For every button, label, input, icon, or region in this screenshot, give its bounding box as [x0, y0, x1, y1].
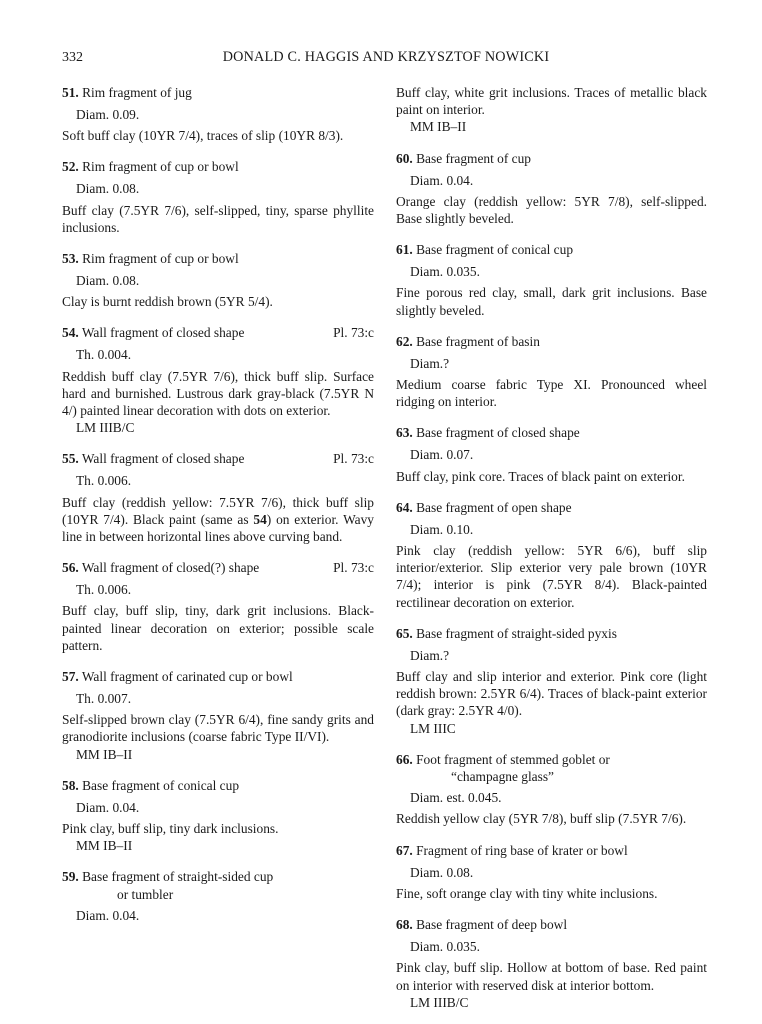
entry-title: Base fragment of cup	[416, 150, 532, 166]
entry-title: Base fragment of open shape	[416, 499, 572, 515]
entry-measure: Diam.?	[410, 355, 450, 371]
entry-description: Fine porous red clay, small, dark grit inclusions. Base slightly beveled.	[396, 285, 707, 318]
entry-title-continuation: “champagne glass”	[451, 769, 554, 785]
entry-title: Wall fragment of closed shape	[81, 325, 245, 341]
entry-description: Self-slipped brown clay (7.5YR 6/4), fine sandy grits and granodiorite inclusions (coarse fabric Type II/VI).	[62, 712, 374, 745]
entry-title: Wall fragment of closed(?) shape	[81, 560, 260, 576]
entry-description: Pink clay (reddish yellow: 5YR 6/6), buff slip interior/exterior. Slip exterior very pale brown (10YR 7/4); interior is pink (7.5YR 8/4). Black-painted rectilinear decoration on exterior.	[396, 543, 707, 610]
entry-date: LM IIIB/C	[76, 420, 135, 436]
entry-measure: Th. 0.006.	[76, 582, 132, 598]
entry-title: Rim fragment of jug	[82, 85, 192, 100]
cross-reference: 54	[253, 511, 267, 527]
entry-measure: Diam. 0.035.	[410, 264, 480, 280]
entry-measure: Diam. est. 0.045.	[410, 790, 502, 806]
entry-number: 53.	[62, 251, 79, 267]
entry-date: LM IIIB/C	[410, 994, 469, 1010]
catalog-entry-66	[396, 751, 707, 828]
entry-title-continuation: or tumbler	[117, 886, 174, 902]
entry-measure: Th. 0.004.	[76, 347, 132, 363]
plate-reference: Pl. 73:c	[333, 325, 374, 341]
catalog-entry-59	[62, 868, 374, 924]
entry-description: Medium coarse fabric Type XI. Pronounced wheel ridging on interior.	[396, 377, 707, 410]
entry-measure: Diam. 0.04.	[410, 172, 474, 188]
entry-date: MM IB–II	[410, 119, 467, 135]
entry-title: Fragment of ring base of krater or bowl	[416, 842, 628, 858]
entry-number: 62.	[396, 333, 413, 349]
entry-measure: Diam. 0.035.	[410, 939, 480, 955]
entry-measure: Diam. 0.10.	[410, 521, 474, 537]
entry-measure: Th. 0.007.	[76, 691, 132, 707]
catalog-entry-62	[396, 333, 707, 411]
entry-description: Buff clay, buff slip, tiny, dark grit inclusions. Black-painted linear decoration on exterior; possible scale pattern.	[62, 603, 374, 653]
entry-description-part: ) on exterior. Wavy line in between horizontal lines above curving band.	[62, 511, 374, 545]
entry-measure: Diam. 0.09.	[76, 107, 140, 122]
catalog-entry-59-continued	[396, 84, 707, 136]
entry-title: Rim fragment of cup or bowl	[82, 251, 239, 267]
entry-measure: Diam. 0.07.	[410, 447, 474, 463]
entry-number: 68.	[396, 917, 413, 933]
catalog-entry-56	[62, 559, 374, 654]
running-head	[62, 49, 710, 69]
entry-date: LM IIIC	[410, 720, 456, 736]
entry-number: 67.	[396, 842, 413, 858]
entry-description: Soft buff clay (10YR 7/4), traces of slip (10YR 8/3).	[62, 128, 344, 144]
entry-date: MM IB–II	[76, 746, 133, 762]
entry-measure: Diam. 0.04.	[76, 907, 140, 923]
entry-number: 52.	[62, 159, 79, 175]
catalog-entry-58	[62, 777, 374, 855]
entry-title: Base fragment of closed shape	[416, 425, 580, 441]
right-column	[396, 84, 707, 1011]
entry-description-part: Buff clay (reddish yellow: 7.5YR 7/6), thick buff slip (10YR 7/4). Black paint (same as	[62, 494, 374, 527]
catalog-entry-53	[62, 250, 374, 310]
entry-number: 66.	[396, 751, 413, 767]
entry-description: Buff clay, white grit inclusions. Traces of metallic black paint on interior.	[396, 85, 707, 118]
entry-title: Rim fragment of cup or bowl	[82, 159, 239, 175]
catalog-entry-60	[396, 150, 707, 228]
entry-description: Clay is burnt reddish brown (5YR 5/4).	[62, 294, 273, 310]
catalog-entry-64	[396, 499, 707, 611]
catalog-entry-54	[62, 324, 374, 436]
entry-description: Pink clay, buff slip, tiny dark inclusions.	[62, 821, 279, 837]
catalog-entry-51	[62, 84, 374, 144]
entry-number: 51.	[62, 85, 79, 100]
entry-title: Base fragment of conical cup	[82, 777, 240, 793]
catalog-entry-52	[62, 158, 374, 236]
plate-reference: Pl. 73:c	[333, 451, 374, 467]
entry-title: Base fragment of straight-sided pyxis	[416, 625, 617, 641]
entry-number: 56.	[62, 560, 79, 576]
catalog-entry-65	[396, 625, 707, 737]
entry-number: 63.	[396, 425, 413, 441]
entry-description	[62, 494, 374, 546]
entry-title: Base fragment of deep bowl	[416, 917, 568, 933]
entry-number: 65.	[396, 625, 413, 641]
entry-number: 60.	[396, 150, 413, 166]
entry-measure: Diam. 0.08.	[76, 273, 140, 289]
entry-title: Foot fragment of stemmed goblet or	[416, 751, 610, 767]
entry-description: Buff clay (7.5YR 7/6), self-slipped, tiny, sparse phyllite inclusions.	[62, 202, 374, 235]
catalog-entry-67	[396, 842, 707, 902]
entry-title: Base fragment of conical cup	[416, 242, 574, 258]
entry-title: Wall fragment of closed shape	[81, 451, 245, 467]
entry-number: 57.	[62, 669, 79, 685]
entry-number: 54.	[62, 325, 79, 341]
entry-date: MM IB–II	[76, 838, 133, 854]
entry-title: Base fragment of straight-sided cup	[82, 869, 274, 885]
running-head-authors: DONALD C. HAGGIS AND KRZYSZTOF NOWICKI	[222, 49, 550, 65]
plate-reference: Pl. 73:c	[333, 560, 374, 576]
entry-description: Pink clay, buff slip. Hollow at bottom of base. Red paint on interior with reserved disk at interior bottom.	[396, 960, 707, 993]
entry-description: Buff clay, pink core. Traces of black paint on exterior.	[396, 468, 685, 484]
entry-number: 61.	[396, 242, 413, 258]
catalog-entry-55	[62, 450, 374, 545]
entry-number: 59.	[62, 869, 79, 885]
left-column	[62, 84, 374, 928]
entry-title: Wall fragment of carinated cup or bowl	[81, 669, 293, 685]
catalog-entry-57	[62, 668, 374, 763]
entry-measure: Th. 0.006.	[76, 473, 132, 489]
entry-measure: Diam.?	[410, 647, 450, 663]
entry-description: Reddish yellow clay (5YR 7/8), buff slip (7.5YR 7/6).	[396, 811, 687, 827]
entry-number: 58.	[62, 777, 79, 793]
catalog-entry-61	[396, 241, 707, 319]
catalog-entry-68	[396, 916, 707, 1011]
entry-description: Buff clay and slip interior and exterior. Pink core (light reddish brown: 2.5YR 6/4). Traces of black-paint exterior (dark gray: 2.5YR 4/0).	[396, 669, 707, 719]
entry-description: Fine, soft orange clay with tiny white inclusions.	[396, 885, 658, 901]
entry-number: 55.	[62, 451, 79, 467]
page-number: 332	[62, 50, 83, 65]
entry-measure: Diam. 0.04.	[76, 799, 140, 815]
entry-measure: Diam. 0.08.	[410, 864, 474, 880]
entry-description: Orange clay (reddish yellow: 5YR 7/8), self-slipped. Base slightly beveled.	[396, 193, 707, 227]
entry-number: 64.	[396, 499, 413, 515]
entry-description: Reddish buff clay (7.5YR 7/6), thick buff slip. Surface hard and burnished. Lustrous dark gray-black (7.5YR N 4/) painted linear decoration with dots on exterior.	[62, 368, 374, 419]
catalog-entry-63	[396, 424, 707, 484]
entry-measure: Diam. 0.08.	[76, 181, 140, 197]
entry-title: Base fragment of basin	[416, 333, 540, 349]
